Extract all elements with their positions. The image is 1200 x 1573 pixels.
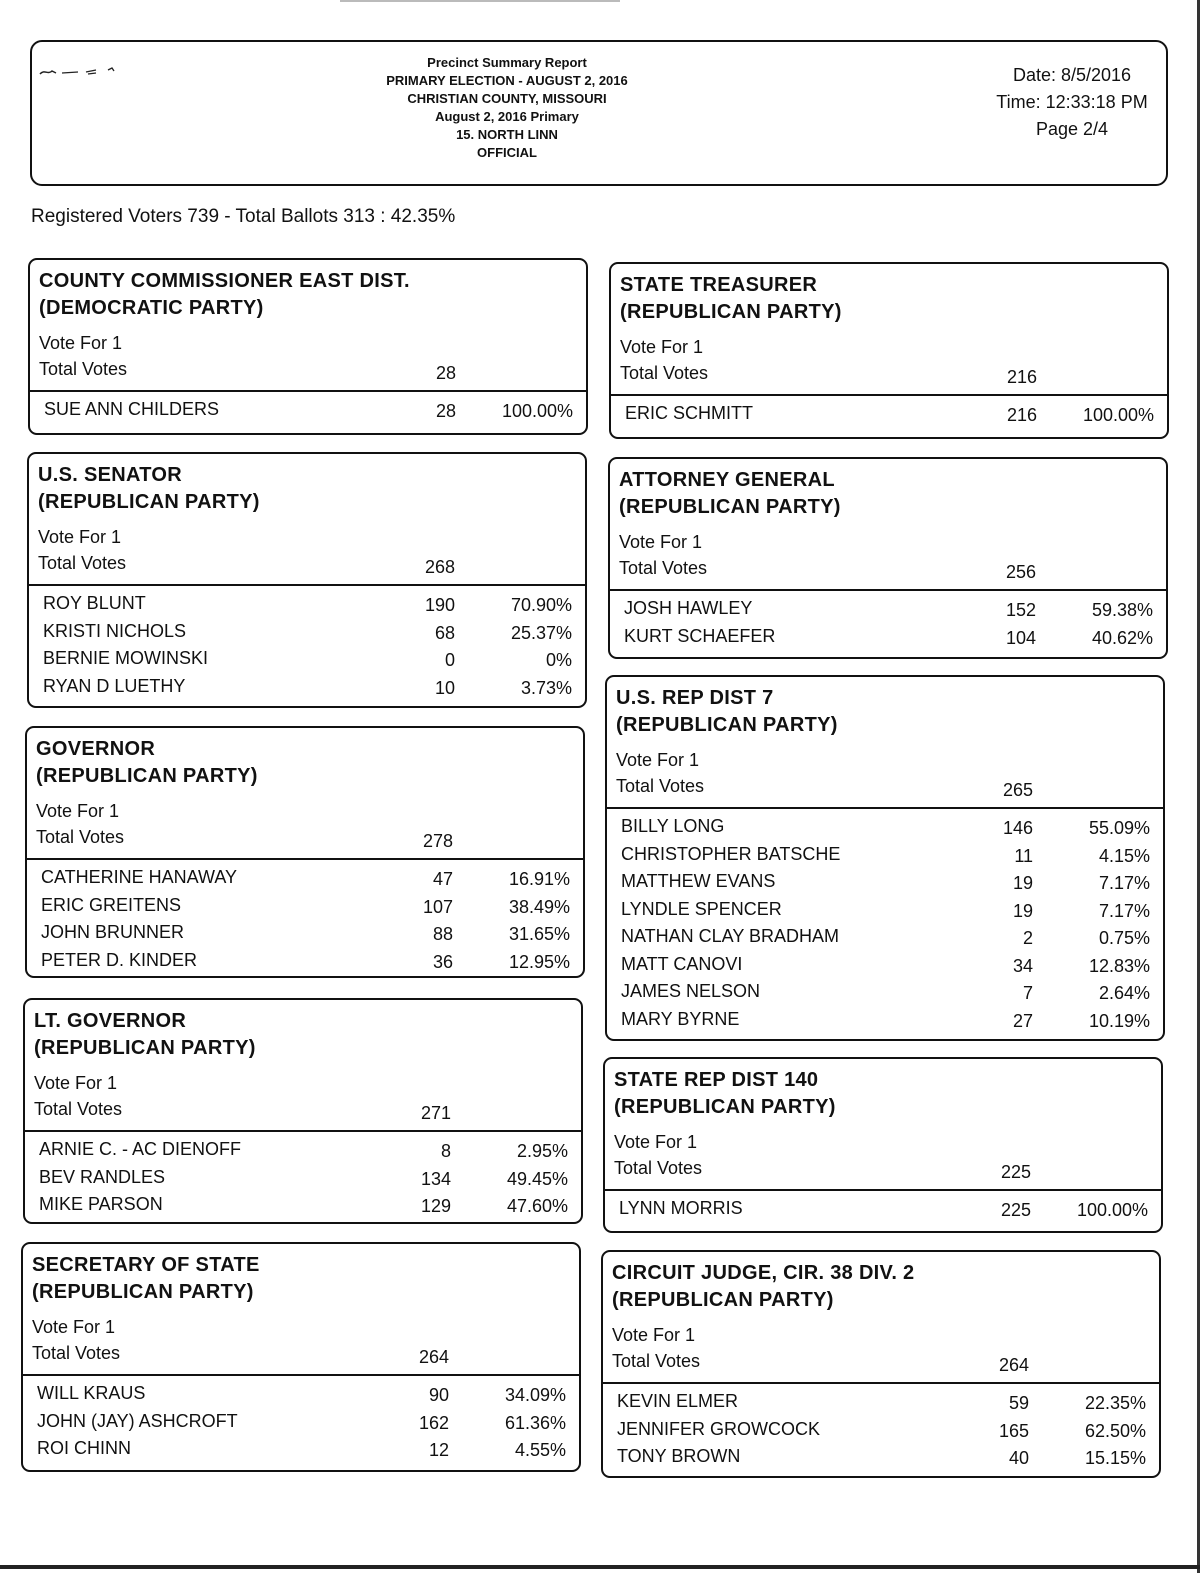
candidate-votes: 36 xyxy=(432,951,453,972)
candidate-votes: 190 xyxy=(424,595,455,615)
candidate-votes: 216 xyxy=(1006,405,1037,425)
candidate-row xyxy=(607,1008,1163,1036)
scan-bottom-edge xyxy=(0,1565,1200,1569)
candidate-row xyxy=(603,1390,1159,1418)
vote-for-label: Vote For 1 xyxy=(32,1317,116,1337)
candidate-row xyxy=(29,647,585,675)
race-party: (REPUBLICAN PARTY) xyxy=(38,491,260,513)
race-title xyxy=(614,1067,836,1121)
report-title: Precinct Summary Report xyxy=(427,55,587,70)
candidate-percent: 61.36% xyxy=(504,1412,566,1433)
race-office: COUNTY COMMISSIONER EAST DIST. xyxy=(39,270,410,292)
candidate-name: KEVIN ELMER xyxy=(617,1391,739,1411)
report-title-block xyxy=(362,54,652,162)
candidate-votes: 47 xyxy=(432,869,453,889)
race-box xyxy=(25,726,585,978)
candidate-votes: 28 xyxy=(435,401,456,421)
candidate-percent: 2.95% xyxy=(516,1141,568,1161)
race-divider xyxy=(610,589,1166,591)
candidate-percent: 0% xyxy=(545,650,572,670)
candidate-list xyxy=(23,1382,579,1465)
primary-name: August 2, 2016 Primary xyxy=(435,109,579,124)
vote-for-label: Vote For 1 xyxy=(619,532,703,552)
candidate-name: PETER D. KINDER xyxy=(41,949,198,970)
candidate-percent: 4.15% xyxy=(1098,845,1150,866)
candidate-name: JAMES NELSON xyxy=(621,981,761,1001)
candidate-row xyxy=(29,592,585,620)
candidate-votes: 27 xyxy=(1012,1010,1033,1031)
candidate-name: RYAN D LUETHY xyxy=(43,675,186,696)
candidate-percent: 25.37% xyxy=(510,622,572,643)
candidate-name: NATHAN CLAY BRADHAM xyxy=(621,926,840,946)
candidate-row xyxy=(605,1197,1161,1225)
candidate-percent: 59.38% xyxy=(1091,600,1153,620)
race-office: STATE TREASURER xyxy=(620,274,818,296)
candidate-row xyxy=(25,1166,581,1194)
registered-voters-summary: Registered Voters 739 - Total Ballots 313 : 42.35% xyxy=(31,206,456,227)
candidate-row xyxy=(610,597,1166,625)
race-title xyxy=(38,462,260,516)
candidate-row xyxy=(30,398,586,426)
candidate-name: LYNDLE SPENCER xyxy=(621,898,782,919)
candidate-votes: 8 xyxy=(440,1141,451,1161)
candidate-percent: 15.15% xyxy=(1084,1448,1146,1468)
vote-for-label: Vote For 1 xyxy=(620,337,704,357)
race-party: (REPUBLICAN PARTY) xyxy=(616,714,838,736)
race-office: STATE REP DIST 140 xyxy=(614,1069,819,1091)
candidate-row xyxy=(603,1445,1159,1473)
candidate-name: ROI CHINN xyxy=(37,1438,131,1458)
race-title xyxy=(36,736,258,790)
race-title xyxy=(616,685,838,739)
total-votes-value: 216 xyxy=(1006,367,1037,387)
race-box xyxy=(23,998,583,1224)
race-title xyxy=(34,1008,256,1062)
total-votes-label: Total Votes xyxy=(616,776,705,796)
handwritten-mark-icon xyxy=(38,60,128,80)
candidate-name: KURT SCHAEFER xyxy=(624,625,776,646)
candidate-row xyxy=(607,843,1163,871)
candidate-name: CHRISTOPHER BATSCHE xyxy=(621,843,841,864)
candidate-row xyxy=(23,1437,579,1465)
total-votes-label: Total Votes xyxy=(39,359,128,379)
total-votes-label: Total Votes xyxy=(36,827,125,847)
candidate-votes: 12 xyxy=(428,1440,449,1460)
candidate-name: BEV RANDLES xyxy=(39,1166,166,1187)
race-divider xyxy=(27,858,583,860)
candidate-name: BILLY LONG xyxy=(621,816,725,836)
total-votes-value: 264 xyxy=(998,1355,1029,1375)
candidate-percent: 34.09% xyxy=(504,1385,566,1405)
candidate-votes: 107 xyxy=(422,896,453,917)
candidate-name: MATT CANOVI xyxy=(621,953,743,974)
race-title xyxy=(620,272,842,326)
race-divider xyxy=(25,1130,581,1132)
total-votes-label: Total Votes xyxy=(619,558,708,578)
total-votes-label: Total Votes xyxy=(614,1158,703,1178)
candidate-name: KRISTI NICHOLS xyxy=(43,620,187,641)
total-votes-label: Total Votes xyxy=(32,1343,121,1363)
candidate-votes: 146 xyxy=(1002,818,1033,838)
candidate-percent: 40.62% xyxy=(1091,627,1153,648)
race-party: (DEMOCRATIC PARTY) xyxy=(39,297,264,319)
race-party: (REPUBLICAN PARTY) xyxy=(34,1037,256,1059)
candidate-percent: 2.64% xyxy=(1098,983,1150,1003)
total-votes-value: 271 xyxy=(420,1103,451,1123)
candidate-votes: 68 xyxy=(434,622,455,643)
vote-for-label: Vote For 1 xyxy=(34,1073,118,1093)
candidate-votes: 88 xyxy=(432,924,453,944)
total-votes-label: Total Votes xyxy=(612,1351,701,1371)
candidate-row xyxy=(29,620,585,648)
candidate-percent: 49.45% xyxy=(506,1168,568,1189)
total-votes-value: 278 xyxy=(422,831,453,851)
candidate-list xyxy=(611,402,1167,430)
precinct-name: 15. NORTH LINN xyxy=(456,127,558,142)
candidate-percent: 55.09% xyxy=(1088,818,1150,838)
race-party: (REPUBLICAN PARTY) xyxy=(36,765,258,787)
candidate-name: CATHERINE HANAWAY xyxy=(41,867,238,887)
candidate-percent: 0.75% xyxy=(1098,928,1150,948)
race-party: (REPUBLICAN PARTY) xyxy=(614,1096,836,1118)
candidate-row xyxy=(25,1138,581,1166)
candidate-name: ARNIE C. - AC DIENOFF xyxy=(39,1139,242,1159)
candidate-votes: 19 xyxy=(1012,873,1033,893)
vote-for-label: Vote For 1 xyxy=(36,801,120,821)
candidate-row xyxy=(607,953,1163,981)
race-office: CIRCUIT JUDGE, CIR. 38 DIV. 2 xyxy=(612,1262,915,1284)
candidate-percent: 12.83% xyxy=(1088,955,1150,976)
candidate-list xyxy=(27,866,583,976)
candidate-votes: 34 xyxy=(1012,955,1033,976)
candidate-row xyxy=(603,1418,1159,1446)
candidate-votes: 2 xyxy=(1022,928,1033,948)
race-box xyxy=(608,457,1168,659)
candidate-percent: 10.19% xyxy=(1088,1010,1150,1031)
candidate-percent: 70.90% xyxy=(510,595,572,615)
candidate-name: LYNN MORRIS xyxy=(619,1198,743,1218)
candidate-list xyxy=(25,1138,581,1221)
candidate-name: WILL KRAUS xyxy=(37,1383,146,1403)
candidate-percent: 100.00% xyxy=(1082,405,1154,425)
candidate-name: JOHN BRUNNER xyxy=(41,922,185,942)
race-box xyxy=(27,452,587,708)
candidate-row xyxy=(23,1382,579,1410)
race-office: GOVERNOR xyxy=(36,738,156,760)
candidate-name: TONY BROWN xyxy=(617,1446,741,1466)
candidate-votes: 152 xyxy=(1005,600,1036,620)
candidate-percent: 16.91% xyxy=(508,869,570,889)
candidate-row xyxy=(607,925,1163,953)
candidate-votes: 162 xyxy=(418,1412,449,1433)
candidate-row xyxy=(23,1410,579,1438)
race-office: U.S. SENATOR xyxy=(38,464,182,486)
race-title xyxy=(32,1252,260,1306)
candidate-name: JOHN (JAY) ASHCROFT xyxy=(37,1410,238,1431)
race-divider xyxy=(603,1382,1159,1384)
race-divider xyxy=(30,390,586,392)
race-box xyxy=(21,1242,581,1472)
candidate-name: JOSH HAWLEY xyxy=(624,598,753,618)
total-votes-label: Total Votes xyxy=(38,553,127,573)
candidate-votes: 10 xyxy=(434,677,455,698)
vote-for-label: Vote For 1 xyxy=(39,333,123,353)
candidate-row xyxy=(27,949,583,977)
candidate-name: ROY BLUNT xyxy=(43,593,146,613)
candidate-row xyxy=(607,815,1163,843)
total-votes-value: 264 xyxy=(418,1347,449,1367)
page-number: Page 2/4 xyxy=(1035,119,1109,139)
race-box xyxy=(28,258,588,435)
candidate-list xyxy=(30,398,586,426)
candidate-row xyxy=(611,402,1167,430)
scan-top-mark xyxy=(340,0,620,2)
candidate-name: SUE ANN CHILDERS xyxy=(44,399,220,419)
candidate-name: BERNIE MOWINSKI xyxy=(43,648,209,668)
vote-for-label: Vote For 1 xyxy=(612,1325,696,1345)
candidate-name: ERIC SCHMITT xyxy=(625,403,753,423)
total-votes-value: 256 xyxy=(1005,562,1036,582)
candidate-name: MATTHEW EVANS xyxy=(621,871,776,891)
candidate-row xyxy=(27,894,583,922)
candidate-votes: 7 xyxy=(1022,983,1033,1003)
candidate-list xyxy=(605,1197,1161,1225)
county-name: CHRISTIAN COUNTY, MISSOURI xyxy=(407,91,607,106)
race-box xyxy=(603,1057,1163,1233)
total-votes-value: 225 xyxy=(1000,1162,1031,1182)
candidate-row xyxy=(27,866,583,894)
candidate-name: MIKE PARSON xyxy=(39,1194,163,1214)
race-party: (REPUBLICAN PARTY) xyxy=(32,1281,254,1303)
race-office: SECRETARY OF STATE xyxy=(32,1254,260,1276)
candidate-votes: 11 xyxy=(1014,845,1033,866)
candidate-name: MARY BYRNE xyxy=(621,1008,740,1029)
candidate-percent: 100.00% xyxy=(1076,1200,1148,1220)
election-name: PRIMARY ELECTION - AUGUST 2, 2016 xyxy=(386,73,628,88)
candidate-percent: 4.55% xyxy=(514,1440,566,1460)
total-votes-value: 28 xyxy=(435,363,456,383)
race-divider xyxy=(29,584,585,586)
candidate-percent: 3.73% xyxy=(520,677,572,698)
race-party: (REPUBLICAN PARTY) xyxy=(612,1289,834,1311)
candidate-percent: 7.17% xyxy=(1098,900,1150,921)
vote-for-label: Vote For 1 xyxy=(38,527,122,547)
race-divider xyxy=(23,1374,579,1376)
race-office: U.S. REP DIST 7 xyxy=(616,687,774,709)
candidate-row xyxy=(29,675,585,703)
vote-for-label: Vote For 1 xyxy=(614,1132,698,1152)
candidate-row xyxy=(27,921,583,949)
candidate-votes: 40 xyxy=(1008,1448,1029,1468)
candidate-name: JENNIFER GROWCOCK xyxy=(617,1418,821,1439)
report-header xyxy=(30,40,1168,186)
official-status: OFFICIAL xyxy=(477,145,537,160)
candidate-percent: 100.00% xyxy=(501,401,573,421)
candidate-votes: 104 xyxy=(1005,627,1036,648)
candidate-percent: 38.49% xyxy=(508,896,570,917)
race-box xyxy=(609,262,1169,439)
candidate-list xyxy=(603,1390,1159,1473)
race-office: LT. GOVERNOR xyxy=(34,1010,187,1032)
race-party: (REPUBLICAN PARTY) xyxy=(619,496,841,518)
candidate-row xyxy=(25,1193,581,1221)
candidate-votes: 165 xyxy=(998,1420,1029,1441)
candidate-row xyxy=(607,870,1163,898)
candidate-percent: 62.50% xyxy=(1084,1420,1146,1441)
vote-for-label: Vote For 1 xyxy=(616,750,700,770)
report-time: Time: 12:33:18 PM xyxy=(996,92,1148,112)
candidate-row xyxy=(607,898,1163,926)
candidate-votes: 0 xyxy=(444,650,455,670)
candidate-list xyxy=(607,815,1163,1035)
race-divider xyxy=(607,807,1163,809)
candidate-votes: 19 xyxy=(1012,900,1033,921)
total-votes-label: Total Votes xyxy=(620,363,709,383)
race-title xyxy=(619,467,841,521)
race-title xyxy=(612,1260,914,1314)
race-title xyxy=(39,268,410,322)
report-date: Date: 8/5/2016 xyxy=(1012,65,1132,85)
total-votes-value: 265 xyxy=(1002,780,1033,800)
candidate-percent: 22.35% xyxy=(1084,1393,1146,1413)
race-party: (REPUBLICAN PARTY) xyxy=(620,301,842,323)
candidate-list xyxy=(610,597,1166,652)
race-box xyxy=(605,675,1165,1041)
candidate-percent: 12.95% xyxy=(508,951,570,972)
candidate-row xyxy=(607,980,1163,1008)
candidate-name: ERIC GREITENS xyxy=(41,894,182,915)
race-divider xyxy=(611,394,1167,396)
candidate-percent: 47.60% xyxy=(506,1196,568,1216)
candidate-row xyxy=(610,625,1166,653)
report-meta xyxy=(984,62,1160,143)
race-divider xyxy=(605,1189,1161,1191)
candidate-percent: 7.17% xyxy=(1098,873,1150,893)
race-box xyxy=(601,1250,1161,1478)
total-votes-label: Total Votes xyxy=(34,1099,123,1119)
candidate-votes: 225 xyxy=(1000,1200,1031,1220)
candidate-votes: 134 xyxy=(420,1168,451,1189)
race-office: ATTORNEY GENERAL xyxy=(619,469,835,491)
candidate-list xyxy=(29,592,585,702)
candidate-votes: 90 xyxy=(428,1385,449,1405)
candidate-percent: 31.65% xyxy=(508,924,570,944)
candidate-votes: 129 xyxy=(420,1196,451,1216)
total-votes-value: 268 xyxy=(424,557,455,577)
candidate-votes: 59 xyxy=(1008,1393,1029,1413)
